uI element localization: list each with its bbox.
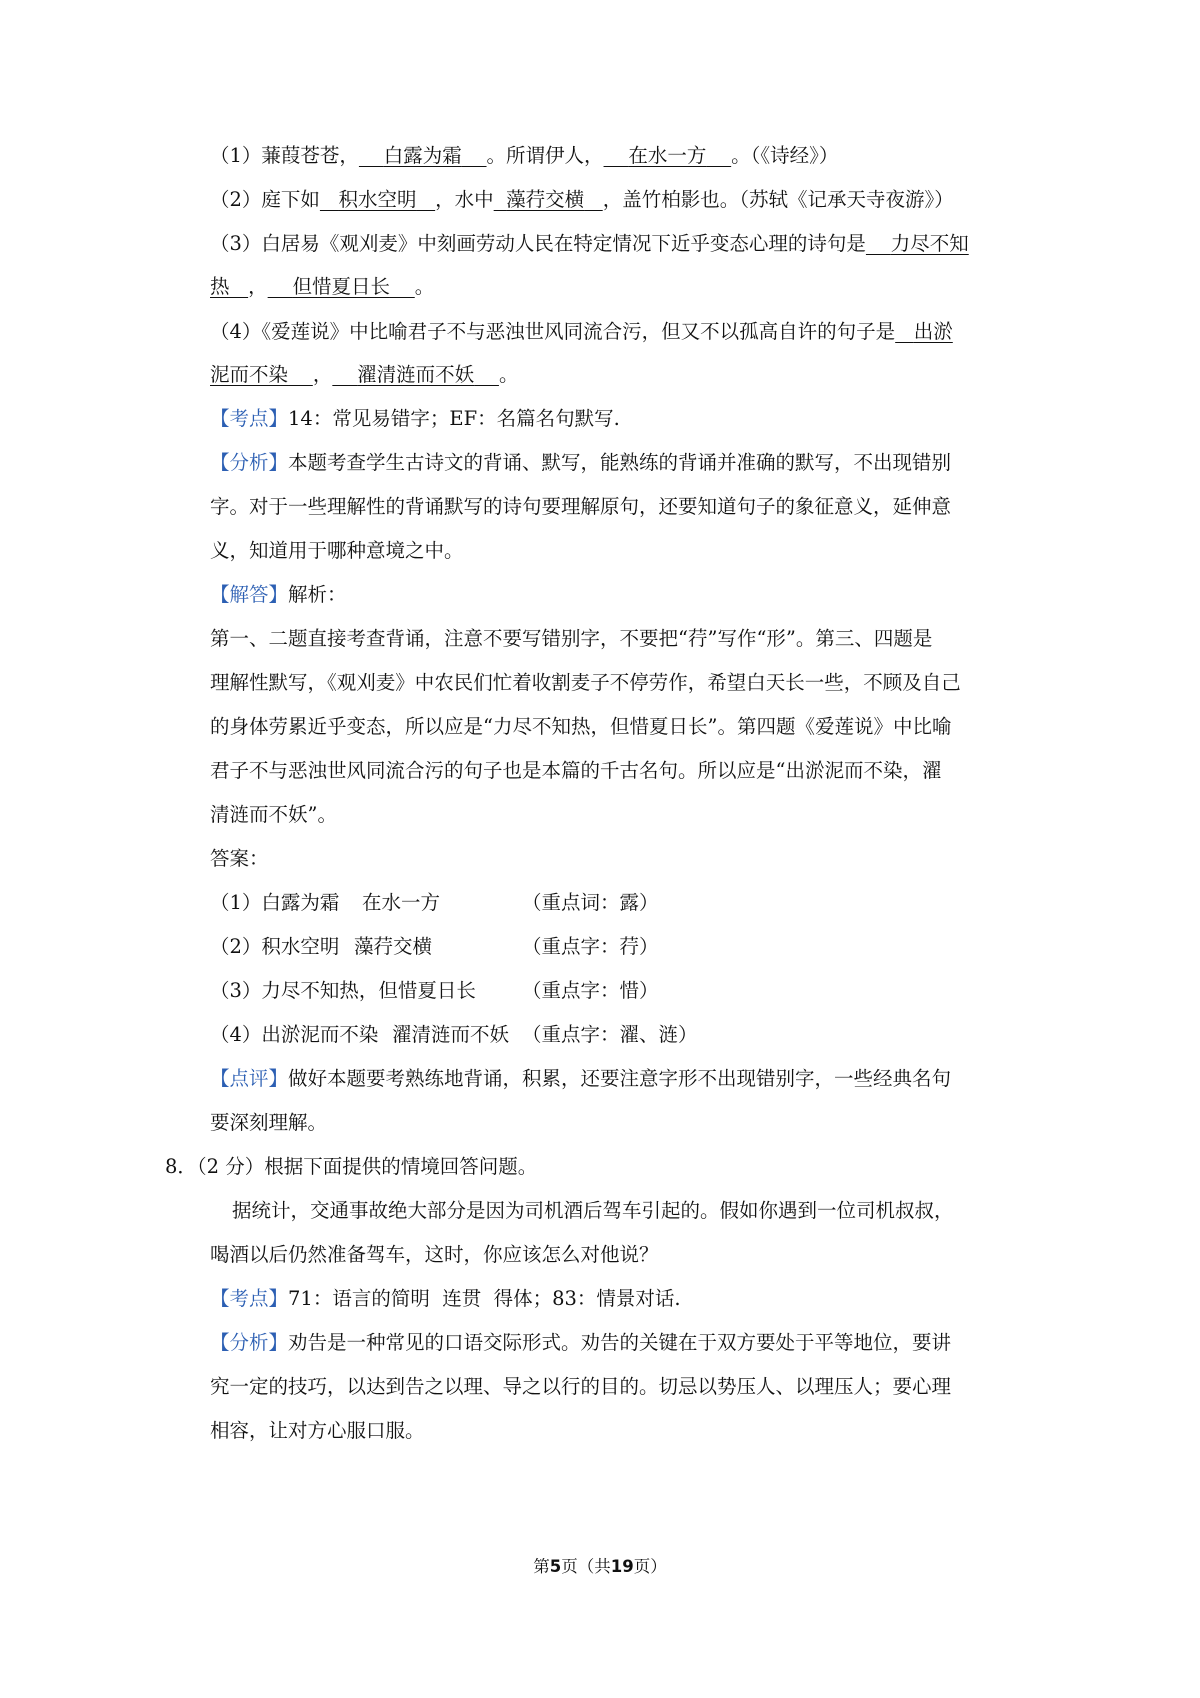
q7-item-2 [210, 186, 1030, 214]
total-pages: 19 [610, 1557, 634, 1576]
item-text: （4）《爱莲说》中比喻君子不与恶浊世风同流合污，但又不以孤高自许的句子是 [210, 320, 896, 343]
q7-jieda-line: 第一、二题直接考查背诵，注意不要写错别字，不要把“荇”写作“形”。第三、四题是 [210, 627, 933, 650]
q7-item-4-cont [210, 361, 1030, 389]
q7-dianping [210, 1065, 1030, 1093]
q7-jieda [210, 581, 1030, 609]
answer-b: 濯清涟而不妖 [392, 1023, 510, 1046]
q7-item-3 [210, 230, 1030, 258]
answer-a: （1）白露为霜 [210, 891, 340, 914]
answer-a: （4）出淤泥而不染 [210, 1023, 379, 1046]
answer-blank: 但惜夏日长 [292, 275, 390, 298]
question-8 [165, 1153, 985, 1181]
q7-fenxi [210, 449, 1030, 477]
q8-fenxi [210, 1329, 1030, 1357]
section-tag: 【分析】 [210, 1331, 289, 1354]
q7-item-3-cont [210, 273, 1030, 301]
answer-b: 在水一方 [362, 891, 441, 914]
page-number: 5 [549, 1557, 562, 1576]
answer-blank: 积水空明 [338, 188, 417, 211]
section-tag: 【分析】 [210, 451, 289, 474]
section-tag: 【考点】 [210, 407, 289, 430]
q7-jieda-line: 的身体劳累近乎变态，所以应是“力尽不知热，但惜夏日长”。第四题《爱莲说》中比喻 [210, 715, 952, 738]
q7-item-4 [210, 318, 1030, 346]
q7-fenxi-line: 字。对于一些理解性的背诵默写的诗句要理解原句，还要知道句子的象征意义，延伸意 [210, 495, 952, 518]
item-text: ， [312, 363, 333, 386]
answer-note: （重点字：惜） [522, 979, 659, 1002]
q7-jieda-line: 清涟而不妖”。 [210, 803, 337, 826]
answer-note: （重点词：露） [522, 891, 659, 914]
section-text: 本题考查学生古诗文的背诵、默写，能熟练的背诵并准确的默写，不出现错别 [288, 451, 952, 474]
q8-context-line: 喝酒以后仍然准备驾车，这时，你应该怎么对他说？ [210, 1243, 659, 1266]
question-number: 8． [165, 1155, 197, 1178]
answer-blank: 在水一方 [628, 144, 707, 167]
section-tag: 【考点】 [210, 1287, 289, 1310]
q7-kaodian [210, 405, 1030, 433]
answer-blank: 白露为霜 [383, 144, 462, 167]
answer-blank: 力尽不知 [890, 232, 969, 255]
section-text: 劝告是一种常见的口语交际形式。劝告的关键在于双方要处于平等地位，要讲 [288, 1331, 952, 1354]
section-text: 解析： [288, 583, 347, 606]
item-text: 。所谓伊人， [486, 144, 604, 167]
q7-jieda-line: 理解性默写，《观刈麦》中农民们忙着收割麦子不停劳作，希望白天长一些，不顾及自己 [210, 671, 961, 694]
q8-fenxi-line: 究一定的技巧，以达到告之以理、导之以行的目的。切忌以势压人、以理压人；要心理 [210, 1375, 952, 1398]
answer-blank: 濯清涟而不妖 [357, 363, 475, 386]
q7-fenxi-line: 义，知道用于哪种意境之中。 [210, 539, 464, 562]
item-text: 。 [498, 363, 519, 386]
q8-fenxi-line: 相容，让对方心服口服。 [210, 1419, 425, 1442]
answer-label: 答案： [210, 847, 269, 870]
item-text: ， [248, 275, 268, 298]
section-text: 71：语言的简明 连贯 得体；83：情景对话. [288, 1287, 681, 1310]
q7-jieda-line: 君子不与恶浊世风同流合污的句子也是本篇的千古名句。所以应是“出淤泥而不染，濯 [210, 759, 942, 782]
question-text: （2 分）根据下面提供的情境回答问题。 [196, 1155, 538, 1178]
answer-blank: 藻荇交横 [506, 188, 585, 211]
item-text: ，盖竹柏影也。（苏轼《记承天寺夜游》） [602, 188, 954, 211]
q8-context-line: 据统计，交通事故绝大部分是因为司机酒后驾车引起的。假如你遇到一位司机叔叔， [232, 1199, 954, 1222]
answer-b: 藻荇交横 [354, 935, 433, 958]
section-tag: 【解答】 [210, 583, 289, 606]
q7-item-1 [210, 142, 1030, 170]
answer-row [210, 1021, 1030, 1049]
item-text: ，水中 [435, 188, 494, 211]
section-text: 做好本题要考熟练地背诵，积累，还要注意字形不出现错别字，一些经典名句 [288, 1067, 952, 1090]
section-text: 14：常见易错字；EF：名篇名句默写. [288, 407, 620, 430]
item-text: （1）蒹葭苍苍， [210, 144, 359, 167]
item-text: 。（《诗经》） [731, 144, 839, 167]
q8-kaodian [210, 1285, 1030, 1313]
answer-blank: 热 [210, 275, 230, 298]
answer-note: （重点字：濯、涟） [522, 1023, 698, 1046]
item-text: （3）白居易《观刈麦》中刻画劳动人民在特定情况下近乎变态心理的诗句是 [210, 232, 866, 255]
answer-row [210, 977, 1030, 1005]
answer-blank: 出淤 [913, 320, 953, 343]
answer-a: （2）积水空明 [210, 935, 340, 958]
answer-blank: 泥而不染 [210, 363, 289, 386]
item-text: （2）庭下如 [210, 188, 320, 211]
item-text: 。 [414, 275, 435, 298]
answer-a: （3）力尽不知热，但惜夏日长 [210, 979, 476, 1002]
answer-row [210, 889, 1030, 917]
page-footer: 第5页（共19页） [533, 1557, 667, 1576]
section-tag: 【点评】 [210, 1067, 289, 1090]
q7-dianping-line: 要深刻理解。 [210, 1111, 328, 1134]
answer-note: （重点字：荇） [522, 935, 659, 958]
answer-row [210, 933, 1030, 961]
